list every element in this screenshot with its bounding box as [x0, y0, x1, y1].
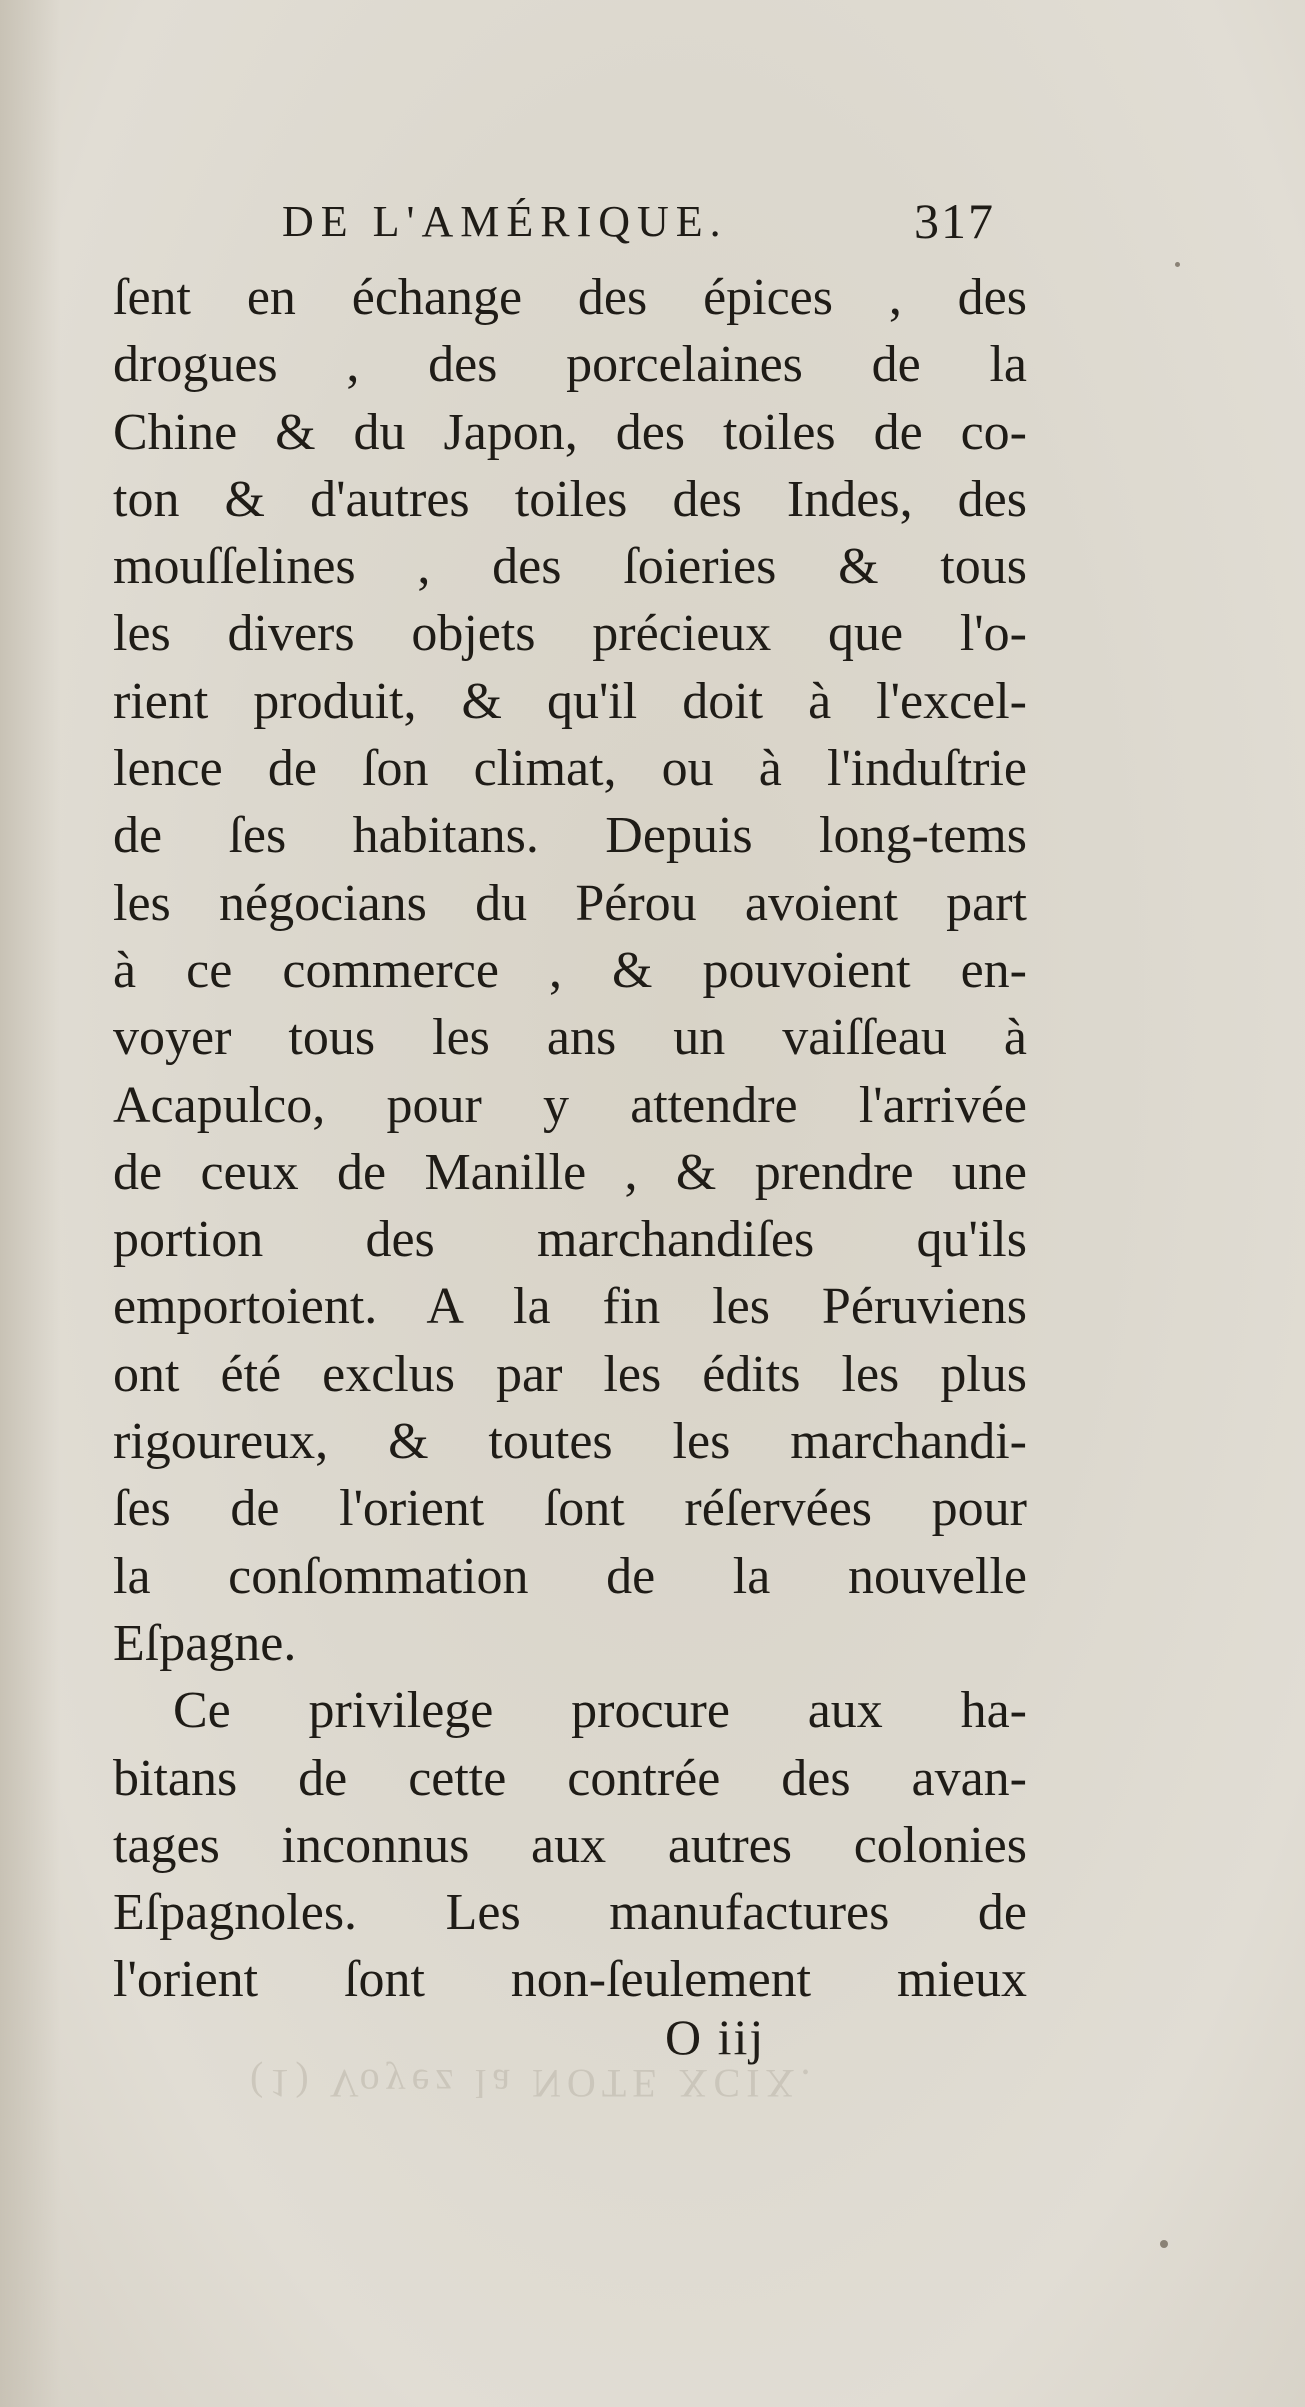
text-line: bitans de cette contrée des avan- [113, 1749, 1027, 1807]
page-number: 317 [914, 193, 995, 249]
text-line: les négocians du Pérou avoient part [113, 874, 1027, 932]
text-line: mouſſelines , des ſoieries & tous [113, 538, 1027, 596]
paper-speck [1160, 2240, 1168, 2248]
text-line: ſent en échange des épices , des [113, 269, 1027, 326]
bleed-through-note: (1) Voyez la NOTE XCIX. [250, 2061, 817, 2106]
text-line: portion des marchandiſes qu'ils [113, 1211, 1027, 1269]
text-line: Acapulco, pour y attendre l'arrivée [113, 1076, 1027, 1134]
text-line: emportoient. A la fin les Péruviens [113, 1278, 1027, 1336]
text-line: à ce commerce , & pouvoient en- [113, 941, 1027, 999]
text-line: Chine & du Japon, des toiles de co- [113, 403, 1027, 461]
main-text [113, 264, 1027, 2014]
text-line: Eſpagnoles. Les manufactures de [113, 1884, 1027, 1942]
text-line: lence de ſon climat, ou à l'induſtrie [113, 740, 1027, 798]
text-line: rigoureux, & toutes les marchandi- [113, 1413, 1027, 1471]
text-line: rient produit, & qu'il doit à l'excel- [113, 672, 1027, 730]
text-line: de ſes habitans. Depuis long-tems [113, 807, 1027, 865]
text-line: les divers objets précieux que l'o- [113, 605, 1027, 663]
running-title: DE L'AMÉRIQUE. [282, 197, 728, 246]
text-line: de ceux de Manille , & prendre une [113, 1143, 1027, 1201]
text-line: l'orient ſont non-ſeulement mieux [113, 1951, 1027, 2009]
signature-mark: O iij [665, 2009, 766, 2065]
text-line: drogues , des porcelaines de la [113, 336, 1027, 394]
text-line: Ce privilege procure aux ha- [173, 1682, 1027, 1740]
text-line: ſes de l'orient ſont réſervées pour [113, 1480, 1027, 1538]
page-gutter-shadow [0, 0, 60, 2407]
paper-speck [1175, 262, 1180, 267]
text-line: voyer tous les ans un vaiſſeau à [113, 1009, 1027, 1067]
text-line: la conſommation de la nouvelle [113, 1547, 1027, 1605]
text-line: tages inconnus aux autres colonies [113, 1816, 1027, 1874]
text-line: ton & d'autres toiles des Indes, des [113, 470, 1027, 528]
running-head [282, 193, 1042, 260]
text-line: Eſpagne. [113, 1614, 297, 1672]
text-line: ont été exclus par les édits les plus [113, 1345, 1027, 1403]
